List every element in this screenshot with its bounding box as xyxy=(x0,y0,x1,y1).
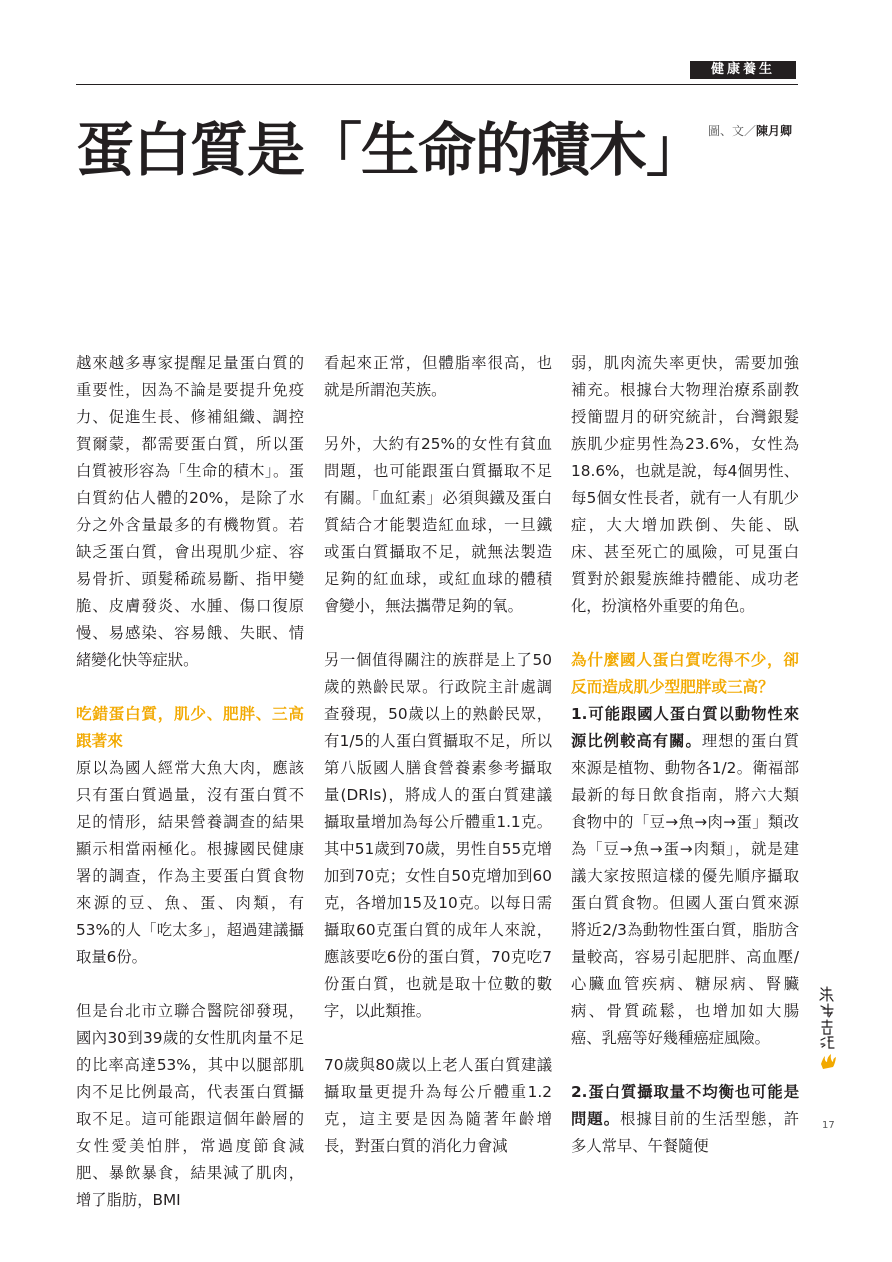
paragraph xyxy=(571,701,799,1052)
column-2 xyxy=(324,350,552,1160)
paragraph: 原以為國人經常大魚大肉，應該只有蛋白質過量，沒有蛋白質不足的情形，結果營養調查的結果顯示相當兩極化。根據國民健康署的調查，作為主要蛋白質食物來源的豆、魚、蛋、肉類，有53%的人「吃太多」，超過建議攝取量6份。 xyxy=(76,759,304,966)
paragraph: 70歲與80歲以上老人蛋白質建議攝取量更提升為每公斤體重1.2克，這主要是因為隨著年齡增長，對蛋白質的消化力會減 xyxy=(324,1056,552,1155)
column-1 xyxy=(76,350,304,1214)
paragraph: 另一個值得關注的族群是上了50歲的熟齡民眾。行政院主計處調查發現，50歲以上的熟齡民眾，有1/5的人蛋白質攝取不足，所以第八版國人膳食營養素參考攝取量(DRIs)，將成人的蛋白質建議攝取量增加為每公斤體重1.1克。其中51歲到70歲，男性自55克增加到70克；女性自50克增加到60克，各增加15及10克。以每日需攝取60克蛋白質的成年人來說，應該要吃6份的蛋白質，70克吃7份蛋白質，也就是取十位數的數字，以此類推。 xyxy=(324,651,552,1020)
column-3 xyxy=(571,350,799,1160)
byline-prefix: 圖、文／ xyxy=(708,124,757,138)
section-heading: 為什麼國人蛋白質吃得不少，卻反而造成肌少型肥胖或三高？ xyxy=(571,651,799,696)
section-heading: 吃錯蛋白質，肌少、肥胖、三高跟著來 xyxy=(76,705,304,750)
paragraph: 但是台北市立聯合醫院卻發現，國內30到39歲的女性肌肉量不足的比率高達53%，其中以腿部肌肉不足比例最高，代表蛋白質攝取不足。這可能跟這個年齡層的女性愛美怕胖，常過度節食減肥、暴飲暴食，結果減了肌肉，增了脂肪，BMI xyxy=(76,1002,304,1209)
paragraph: 看起來正常，但體脂率很高，也就是所謂泡芙族。 xyxy=(324,354,552,399)
header-rule xyxy=(76,84,798,85)
page-number: 17 xyxy=(822,1120,835,1131)
paragraph: 另外，大約有25%的女性有貧血問題，也可能跟蛋白質攝取不足有關。「血紅素」必須與鐵及蛋白質結合才能製造紅血球，一旦鐵或蛋白質攝取不足，就無法製造足夠的紅血球，或紅血球的體積會變小，無法攜帶足夠的氧。 xyxy=(324,435,552,615)
magazine-logo-icon xyxy=(815,984,841,1084)
paragraph: 弱，肌肉流失率更快，需要加強補充。根據台大物理治療系副教授簡盟月的研究統計，台灣銀髮族肌少症男性為23.6%，女性為18.6%，也就是說，每4個男性、每5個女性長者，就有一人有肌少症，大大增加跌倒、失能、臥床、甚至死亡的風險，可見蛋白質對於銀髮族維持體能、成功老化，扮演格外重要的角色。 xyxy=(571,354,799,615)
bold-lead: 2.蛋白質攝取量不均衡也可能是問題。 xyxy=(571,1083,799,1128)
paragraph-text: 根據目前的生活型態，許多人常早、午餐隨便 xyxy=(571,1110,799,1155)
paragraph: 越來越多專家提醒足量蛋白質的重要性，因為不論是要提升免疫力、促進生長、修補組織、調控賀爾蒙，都需要蛋白質，所以蛋白質被形容為「生命的積木」。蛋白質約佔人體的20%，是除了水分之外含量最多的有機物質。若缺乏蛋白質，會出現肌少症、容易骨折、頭髮稀疏易斷、指甲變脆、皮膚發炎、水腫、傷口復原慢、易感染、容易餓、失眠、情緒變化快等症狀。 xyxy=(76,354,304,669)
article-title: 蛋白質是「生命的積木」 xyxy=(76,116,704,184)
paragraph-text: 理想的蛋白質來源是植物、動物各1/2。衛福部最新的每日飲食指南，將六大類食物中的「豆→魚→肉→蛋」類改為「豆→魚→蛋→肉類」，就是建議大家按照這樣的優先順序攝取蛋白質食物。但國人蛋白質來源將近2/3為動物性蛋白質，脂肪含量較高，容易引起肥胖、高血壓/心臟血管疾病、糖尿病、腎臟病、骨質疏鬆，也增加如大腸癌、乳癌等好幾種癌症風險。 xyxy=(571,732,799,1047)
byline xyxy=(708,122,792,139)
bold-lead: 1.可能跟國人蛋白質以動物性來源比例較高有關。 xyxy=(571,705,799,750)
paragraph xyxy=(571,1079,799,1160)
byline-author: 陳月卿 xyxy=(756,124,793,138)
section-tag: 健康養生 xyxy=(690,61,796,79)
